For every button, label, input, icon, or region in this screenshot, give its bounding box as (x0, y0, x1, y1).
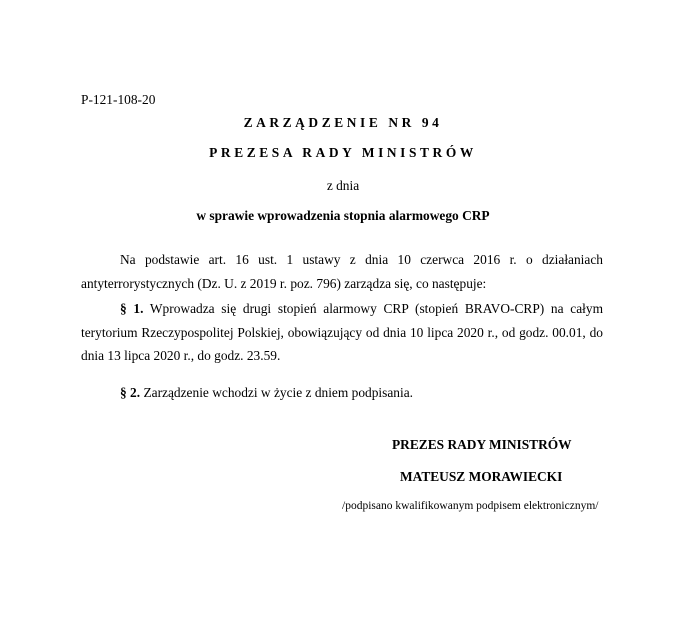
document-reference: P-121-108-20 (81, 92, 156, 107)
section-2-text: Zarządzenie wchodzi w życie z dniem podpisania. (143, 385, 414, 400)
signature-name: MATEUSZ MORAWIECKI (400, 469, 563, 484)
document-issuer: PREZESA RADY MINISTRÓW (209, 145, 477, 160)
signature-title: PREZES RADY MINISTRÓW (392, 437, 572, 452)
section-1-text: Wprowadza się drugi stopień alarmowy CRP (stopień BRAVO-CRP) na całym terytorium Rzeczypospolitej Polskiej, obowiązujący od dnia 10 lipca 2020 r., od godz. 00.01, do dnia 13 lipca 2020 r., do godz. 23.59. (81, 301, 603, 363)
section-2-mark: § 2. (120, 385, 141, 400)
intro-paragraph: Na podstawie art. 16 ust. 1 ustawy z dnia 10 czerwca 2016 r. o działaniach antyterrorystycznych (Dz. U. z 2019 r. poz. 796) zarządza się, co następuje: (81, 252, 603, 291)
section-2 (81, 381, 603, 405)
date-line: z dnia (326, 178, 360, 193)
section-1 (81, 297, 603, 368)
signature-note: /podpisano kwalifikowanym podpisem elektronicznym/ (342, 500, 599, 512)
document-subject: w sprawie wprowadzenia stopnia alarmowego CRP (196, 208, 490, 223)
document-title: ZARZĄDZENIE NR 94 (243, 115, 443, 130)
section-1-mark: § 1. (120, 301, 144, 316)
